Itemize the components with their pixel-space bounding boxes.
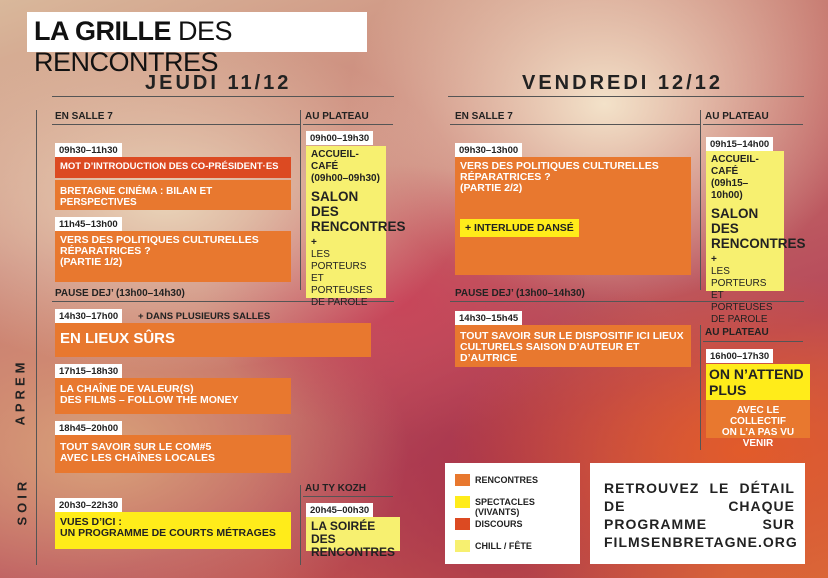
side-divider [36, 110, 37, 565]
info-box: RETROUVEZ LE DÉTAIL DE CHAQUE PROGRAMME SUR FILMSENBRETAGNE.ORG [590, 463, 805, 564]
period-label-aprem: APREM [12, 358, 28, 426]
session-ici-lieux: TOUT SAVOIR SUR LE DISPOSITIF ICI LIEUX CULTURELS SAISON D’AUTEUR ET D’AUTRICE [455, 325, 691, 367]
divider [450, 124, 700, 125]
divider [52, 96, 394, 97]
divider [703, 124, 803, 125]
time-badge: 14h30–15h45 [455, 311, 522, 325]
column-divider [700, 110, 701, 290]
legend-swatch-discours [455, 518, 470, 530]
time-badge: 17h15–18h30 [55, 364, 122, 378]
pause-label: PAUSE DEJ’ (13h00–14h30) [55, 288, 185, 299]
divider [52, 124, 300, 125]
time-badge: 18h45–20h00 [55, 421, 122, 435]
divider [703, 341, 803, 342]
session-com5: TOUT SAVOIR SUR LE COM#5 AVEC LES CHAÎNES LOCALES [55, 435, 291, 473]
plateau-salon: ACCUEIL-CAFÉ (09h00–09h30) SALON DES RENCONTRES + LES PORTEURS ET PORTEUSES DE PAROLE [306, 146, 386, 298]
day-header-friday: VENDREDI 12/12 [522, 72, 723, 94]
session-on-nattend-plus: ON N’ATTEND PLUS [706, 364, 810, 400]
time-badge: 09h30–11h30 [55, 143, 122, 157]
room-label-plateau: AU PLATEAU [305, 111, 369, 122]
legend-label: RENCONTRES [475, 475, 539, 485]
time-badge: 09h30–13h00 [455, 143, 522, 157]
time-badge: 16h00–17h30 [706, 349, 773, 363]
room-label-plateau: AU PLATEAU [705, 111, 769, 122]
period-label-soir: SOIR [14, 477, 30, 526]
room-label-salle7: EN SALLE 7 [55, 111, 113, 122]
room-label-plateau: AU PLATEAU [705, 327, 769, 338]
legend-swatch-rencontres [455, 474, 470, 486]
session-collectif: AVEC LE COLLECTIF ON L’A PAS VU VENIR [706, 400, 810, 438]
legend-label: CHILL / FÊTE [475, 541, 532, 551]
divider [303, 124, 393, 125]
time-badge: 20h45–00h30 [306, 503, 373, 517]
pause-label: PAUSE DEJ’ (13h00–14h30) [455, 288, 585, 299]
time-badge: 09h15–14h00 [706, 137, 773, 151]
legend-swatch-spectacles [455, 496, 470, 508]
session-vues-dici: VUES D’ICI : UN PROGRAMME DE COURTS MÉTRAGES [55, 512, 291, 549]
session-note: + DANS PLUSIEURS SALLES [138, 311, 271, 322]
session-intro: MOT D’INTRODUCTION DES CO-PRÉSIDENT·ES [55, 157, 291, 178]
plateau-salon: ACCUEIL-CAFÉ (09h15–10h00) SALON DES RENCONTRES + LES PORTEURS ET PORTEUSES DE PAROLE [706, 151, 784, 291]
legend-label: DISCOURS [475, 519, 523, 529]
interlude-badge: + INTERLUDE DANSÉ [460, 219, 579, 237]
time-badge: 11h45–13h00 [55, 217, 122, 231]
legend [445, 463, 580, 564]
column-divider [300, 485, 301, 565]
day-header-thursday: JEUDI 11/12 [145, 72, 292, 94]
time-badge: 20h30–22h30 [55, 498, 122, 512]
column-divider [300, 110, 301, 290]
divider [450, 301, 804, 302]
legend-label: SPECTACLES (VIVANTS) [475, 497, 535, 517]
divider [448, 96, 804, 97]
room-label-salle7: EN SALLE 7 [455, 111, 513, 122]
divider [303, 496, 393, 497]
legend-swatch-chill [455, 540, 470, 552]
page-title: LA GRILLE DES RENCONTRES [27, 12, 367, 52]
session-politiques-1: VERS DES POLITIQUES CULTURELLES RÉPARATRICES ? (PARTIE 1/2) [55, 231, 291, 282]
session-bilan: BRETAGNE CINÉMA : BILAN ET PERSPECTIVES [55, 180, 291, 210]
time-badge: 14h30–17h00 [55, 309, 122, 323]
session-lieux-surs: EN LIEUX SÛRS [55, 323, 371, 357]
session-soiree: LA SOIRÉE DES RENCONTRES [306, 517, 400, 551]
time-badge: 09h00–19h30 [306, 131, 373, 145]
column-divider [700, 325, 701, 450]
room-label-tykozh: AU TY KOZH [305, 483, 366, 494]
session-chaine-valeur: LA CHAÎNE DE VALEUR(S) DES FILMS – FOLLOW THE MONEY [55, 378, 291, 414]
session-politiques-2: VERS DES POLITIQUES CULTURELLES RÉPARATRICES ? (PARTIE 2/2) [455, 157, 691, 275]
